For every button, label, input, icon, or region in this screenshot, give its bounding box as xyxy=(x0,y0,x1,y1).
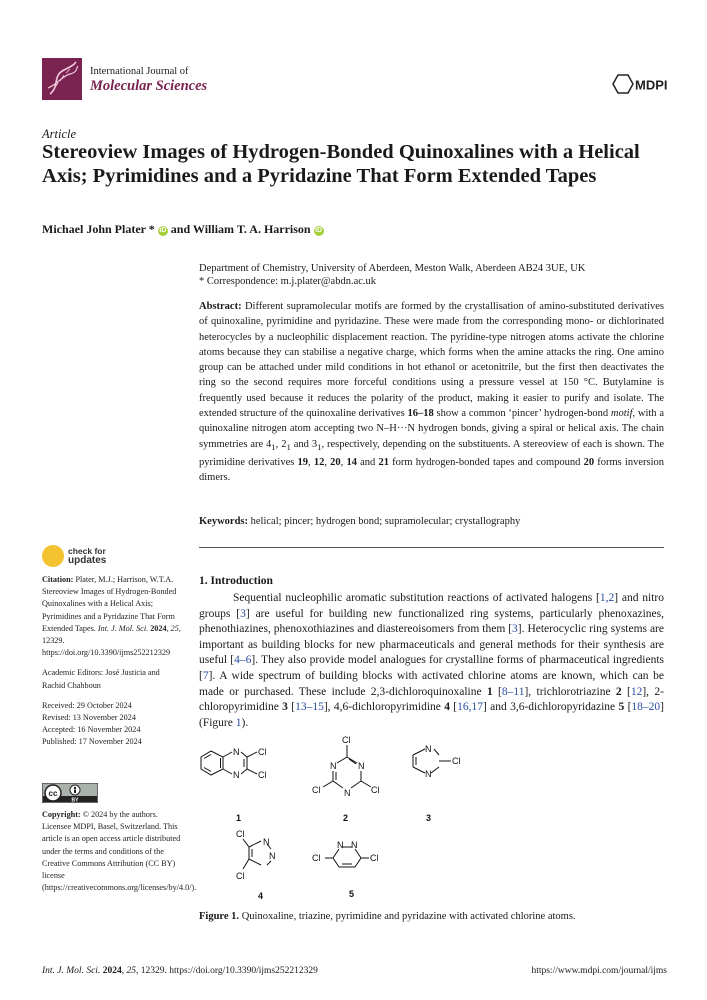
authors-conjunction: and xyxy=(170,222,191,236)
orcid-icon[interactable]: iD xyxy=(315,227,323,234)
svg-text:cc: cc xyxy=(48,789,58,798)
compound-number: 20 xyxy=(330,457,341,469)
compound-number: 1 xyxy=(486,685,493,698)
abstract-text: , xyxy=(324,457,331,469)
intro-text: [ xyxy=(287,701,296,714)
cc-by-license-badge[interactable] xyxy=(42,783,98,803)
check-updates-line1: check for xyxy=(68,546,106,556)
atom-label: Cl xyxy=(236,871,245,881)
abstract-emphasis: motif xyxy=(610,408,633,420)
atom-label: Cl xyxy=(452,756,461,766)
intro-text: ] and 3,6-dichloropyridazine xyxy=(483,701,619,714)
compound-label-1: 1 xyxy=(236,813,242,823)
atom-label: N xyxy=(233,770,240,780)
article-type: Article xyxy=(42,127,77,141)
date-revised: Revised: 13 November 2024 xyxy=(42,713,136,723)
abstract-text: forms inversion dimers. xyxy=(199,457,665,484)
compound-number: 3 xyxy=(282,701,288,714)
figure-link[interactable]: 1 xyxy=(235,716,242,729)
copyright-label: Copyright: xyxy=(42,810,81,819)
intro-text: ]. A wide spectrum of building blocks with activated chlorine atoms are known, which can be made or purchased. These include 2,3-dichloroquinoxaline xyxy=(199,669,664,698)
footer-volume: , 25 xyxy=(121,966,136,976)
subscript: 1 xyxy=(271,441,276,452)
compound-number: 5 xyxy=(618,701,625,714)
affiliation-department: Department of Chemistry, University of Aberdeen, Meston Walk, Aberdeen AB24 3UE, UK xyxy=(199,263,586,274)
footer-journal-url[interactable]: https://www.mdpi.com/journal/ijms xyxy=(531,966,667,976)
atom-label: Cl xyxy=(312,853,321,863)
atom-label: N xyxy=(233,747,240,757)
atom-label: N xyxy=(425,769,432,779)
section-divider xyxy=(199,547,664,548)
reference-link[interactable]: 16,17 xyxy=(457,701,483,714)
reference-link[interactable]: 3 xyxy=(512,623,518,636)
journal-name-line2: Molecular Sciences xyxy=(90,78,208,94)
check-for-updates-button[interactable] xyxy=(42,543,152,571)
journal-logo xyxy=(42,58,82,100)
check-updates-line2: updates xyxy=(68,555,107,566)
date-received: Received: 29 October 2024 xyxy=(42,700,132,710)
dates xyxy=(42,700,184,749)
article-title: Stereoview Images of Hydrogen-Bonded Quinoxalines with a Helical Axis; Pyrimidines and a Pyridazine That Form Extended Tapes xyxy=(42,141,640,187)
mdpi-logo xyxy=(611,74,669,94)
reference-link[interactable]: 13–15 xyxy=(295,701,324,714)
compound-number: 12 xyxy=(313,457,325,469)
intro-text: ] and nitro groups [ xyxy=(199,592,664,620)
footer-year: 2024 xyxy=(100,966,122,976)
abstract xyxy=(199,299,664,486)
figure-caption-text: Quinoxaline, triazine, pyrimidine and pyridazine with activated chlorine atoms. xyxy=(239,911,576,922)
compound-label-4: 4 xyxy=(258,891,264,901)
author-1[interactable]: Michael John Plater * xyxy=(42,222,155,236)
reference-link[interactable]: 1,2 xyxy=(599,592,615,604)
reference-link[interactable]: 7 xyxy=(202,669,209,682)
keywords-label: Keywords: xyxy=(199,516,248,527)
atom-label: N xyxy=(425,744,432,754)
section-heading-introduction: 1. Introduction xyxy=(199,575,273,587)
intro-text: [ xyxy=(492,685,502,698)
abstract-text: show a common ‘pincer’ hydrogen-bond xyxy=(433,408,611,420)
atom-label: N xyxy=(263,837,270,847)
abstract-text: and 3 xyxy=(290,438,318,450)
atom-label: Cl xyxy=(371,785,380,795)
keywords-text: helical; pincer; hydrogen bond; supramolecular; crystallography xyxy=(248,516,521,527)
atom-label: Cl xyxy=(312,785,321,795)
compound-number: 21 xyxy=(378,457,389,469)
quinoxaline-structure xyxy=(201,751,257,775)
intro-text: [ xyxy=(621,685,631,698)
correspondence[interactable]: * Correspondence: m.j.plater@abdn.ac.uk xyxy=(199,276,377,287)
academic-editors: Academic Editors: José Justicia and Rachid Chahboun xyxy=(42,668,160,690)
intro-text: ] (Figure xyxy=(199,701,664,729)
check-updates-label xyxy=(68,547,106,565)
compound-number: 16–18 xyxy=(407,408,434,420)
abstract-text: , respectively, depending on the substituents. A stereoview of each is shown. The pyrimidine derivatives xyxy=(199,438,664,469)
compound-label-2: 2 xyxy=(343,813,349,823)
abstract-label: Abstract: xyxy=(199,301,242,312)
keywords xyxy=(199,516,520,527)
chloropyrimidine-structure xyxy=(413,749,451,773)
authors xyxy=(42,222,324,237)
atom-label: Cl xyxy=(236,829,245,839)
date-accepted: Accepted: 16 November 2024 xyxy=(42,725,141,735)
dichloropyridazine-structure xyxy=(325,847,369,867)
atom-label: N xyxy=(269,851,276,861)
atom-label: Cl xyxy=(258,770,267,780)
mdpi-logo-text: MDPI xyxy=(635,77,668,93)
citation-label: Citation: xyxy=(42,575,74,584)
intro-text: ], 2-chloropyrimidine xyxy=(199,685,664,714)
citation xyxy=(42,574,184,659)
intro-text: [ xyxy=(449,701,458,714)
reference-link[interactable]: 8–11 xyxy=(501,685,525,698)
abstract-text: , with a quinoxaline nitrogen atom accepting two N–H···N hydrogen bonds, giving a spiral or helical axis. The chain symmetries are 4 xyxy=(199,408,664,450)
abstract-text: , xyxy=(308,457,314,469)
check-updates-icon xyxy=(42,545,64,567)
citation-journal: Int. J. Mol. Sci. xyxy=(97,623,149,633)
affiliation xyxy=(199,262,585,288)
svg-text:BY: BY xyxy=(71,797,79,803)
intro-text: ], trichlorotriazine xyxy=(524,685,616,698)
atom-label: N xyxy=(337,840,344,850)
citation-doi[interactable]: , 12329. https://doi.org/10.3390/ijms252212329 xyxy=(42,623,181,658)
footer-doi[interactable]: , 12329. https://doi.org/10.3390/ijms252212329 xyxy=(135,966,318,976)
compound-number: 20 xyxy=(583,457,595,469)
atom-label: Cl xyxy=(342,735,351,745)
intro-text: ]. Heterocyclic ring systems are important as building blocks for new pharmaceuticals and general methods for their synthesis are useful [ xyxy=(199,623,664,667)
reference-link[interactable]: 12 xyxy=(630,685,643,698)
intro-text: Sequential nucleophilic aromatic substitution reactions of activated halogens [ xyxy=(233,592,600,604)
atom-label: N xyxy=(344,788,351,798)
intro-text: ). xyxy=(241,716,249,729)
reference-link[interactable]: 18–20 xyxy=(631,701,661,714)
figure-1-structures xyxy=(199,735,664,905)
copyright-notice xyxy=(42,809,197,894)
reference-link[interactable]: 3 xyxy=(240,607,246,620)
reference-link[interactable]: 4–6 xyxy=(234,654,252,667)
date-published: Published: 17 November 2024 xyxy=(42,737,142,747)
atom-label: N xyxy=(351,840,358,850)
abstract-text: , 2 xyxy=(275,438,287,450)
introduction-paragraph xyxy=(199,591,664,731)
author-2[interactable]: William T. A. Harrison xyxy=(192,222,311,236)
compound-label-3: 3 xyxy=(426,813,432,823)
journal-name xyxy=(90,66,207,95)
intro-text: ], 4,6-dichloropyrimidine xyxy=(323,701,445,714)
abstract-text: Different supramolecular motifs are formed by the crystallisation of amino-substituted derivatives of quinoxaline, pyrimidine and pyridazine. These were made from the corresponding mono- or dichlorinated heterocycles by a nucleophilic displacement reaction. The pyridine-type nitrogen atoms activate the chlorine atoms because they can stabilise a negative charge, which forms when the amine attacks the ring. One amino group can be attached under mild conditions in hot ethanol or acetonitrile, but the first then deactivates the ring so the second requires more forceful conditions using a pressure vessel at 150 °C. Butylamine is frequently used because it reduces the polarity of the product, making it easier to purify and isolate. The extended structure of the quinoxaline derivatives xyxy=(199,301,664,420)
footer-citation xyxy=(42,966,318,976)
figure-caption-label: Figure 1. xyxy=(199,911,240,922)
compound-number: 2 xyxy=(615,685,622,698)
citation-volume: , 25 xyxy=(166,623,179,633)
abstract-text: , xyxy=(340,457,347,469)
figure-caption xyxy=(199,911,576,922)
subscript: 1 xyxy=(286,441,291,452)
journal-name-line1: International Journal of xyxy=(90,66,189,77)
copyright-text: © 2024 by the authors. Licensee MDPI, Basel, Switzerland. This article is an open access article distributed under the terms and conditions of the Creative Commons Attribution (CC BY) license (https://creativecommons.org/licenses/by/4.0/). xyxy=(42,810,197,893)
compound-number: 4 xyxy=(444,701,450,714)
abstract-text: and xyxy=(356,457,379,469)
intro-text: ] are useful for building new functionalized ring systems, particularly phenoxazines, phenothiazines, phenoxothiazines and diastereoisomers from them [ xyxy=(199,607,664,636)
atom-label: N xyxy=(330,761,337,771)
compound-number: 14 xyxy=(346,457,357,469)
subscript: 1 xyxy=(317,441,322,452)
sidebar-metadata xyxy=(42,574,184,749)
atom-label: N xyxy=(358,761,365,771)
intro-text: ]. They also provide model analogues for crystalline forms of pharmaceutical ingredients [ xyxy=(199,654,664,682)
atom-label: Cl xyxy=(370,853,379,863)
atom-label: Cl xyxy=(258,747,267,757)
abstract-text: form hydrogen-bonded tapes and compound xyxy=(388,457,584,469)
compound-label-5: 5 xyxy=(349,889,355,899)
intro-text: [ xyxy=(624,701,632,714)
citation-year: 2024 xyxy=(148,623,167,633)
citation-text: Plater, M.J.; Harrison, W.T.A. Stereoview Images of Hydrogen-Bonded Quinoxalines with a Helical Axis; Pyrimidines and a Pyridazine That Form Extended Tapes. xyxy=(42,575,177,633)
compound-number: 19 xyxy=(297,457,308,469)
orcid-icon[interactable]: iD xyxy=(159,227,167,234)
footer-journal: Int. J. Mol. Sci. xyxy=(42,966,101,976)
